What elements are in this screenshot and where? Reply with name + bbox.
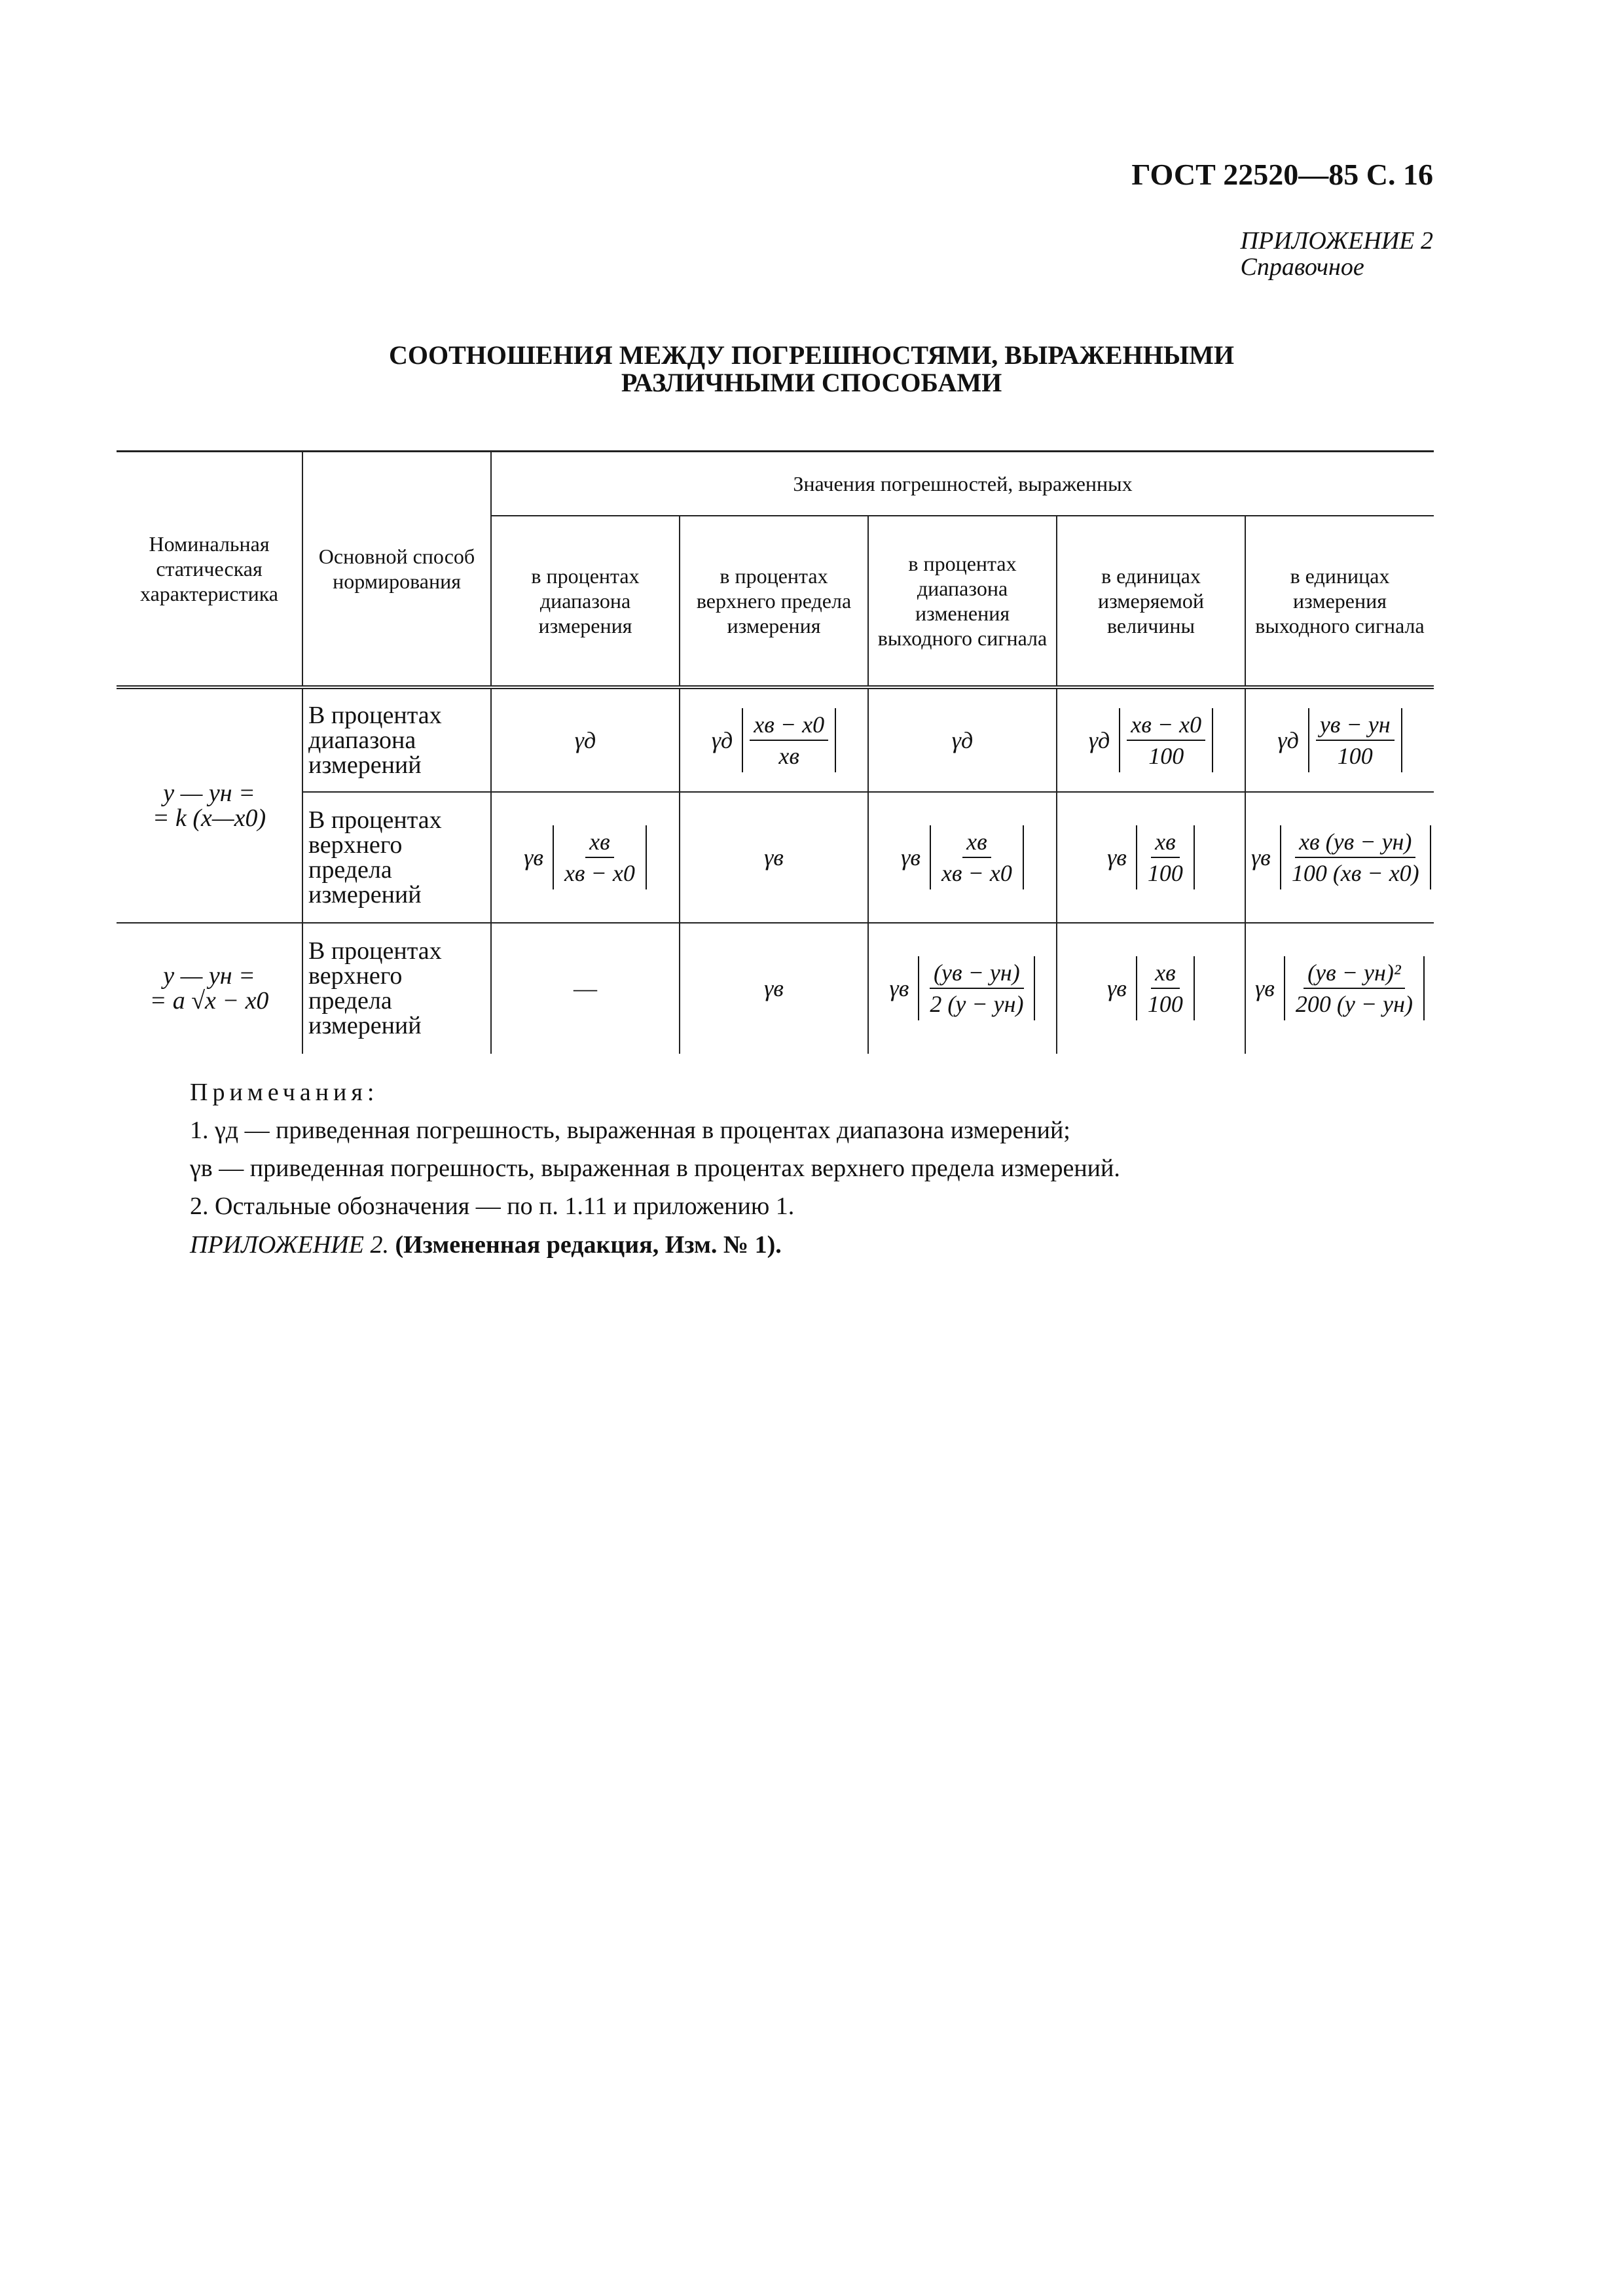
gamma-symbol: γв: [889, 975, 909, 1001]
fraction-denominator: xв − x0: [941, 859, 1012, 886]
amendment-appendix-ref: ПРИЛОЖЕНИЕ 2.: [190, 1231, 389, 1259]
fraction-numerator: xв: [1151, 960, 1180, 989]
fraction-denominator: 100 (xв − x0): [1291, 859, 1419, 886]
fraction-denominator: 100: [1147, 991, 1183, 1017]
notes-heading: Примечания:: [190, 1079, 379, 1106]
gamma-symbol: γд: [1088, 726, 1110, 753]
note-line-3: 2. Остальные обозначения — по п. 1.11 и приложению 1.: [190, 1193, 795, 1220]
cell-r2-c3: [868, 792, 1057, 923]
gamma-symbol: γд: [1277, 726, 1299, 753]
cell-r2-c2: γв: [680, 792, 868, 923]
title-line-1: СООТНОШЕНИЯ МЕЖДУ ПОГРЕШНОСТЯМИ, ВЫРАЖЕННЫМИ: [388, 340, 1235, 370]
characteristic-sqrt-line2: = a √x − x0: [149, 987, 269, 1014]
fraction-numerator: xв (yв − yн): [1295, 829, 1415, 858]
fraction-numerator: yв − yн: [1316, 712, 1395, 741]
page-header: ГОСТ 22520—85 С. 16: [1131, 158, 1433, 191]
fraction-denominator: xв: [778, 742, 799, 769]
fraction-denominator: 100: [1148, 742, 1184, 769]
cell-r1-c1: γд: [491, 687, 680, 792]
fraction-numerator: (yв − yн)²: [1304, 960, 1405, 989]
note-line-1: 1. γд — приведенная погрешность, выраженная в процентах диапазона измерений;: [190, 1117, 1070, 1144]
header-col-range-percent: в процентах диапазона измерения: [491, 516, 680, 687]
fraction-denominator: 200 (y − yн): [1295, 991, 1413, 1017]
fraction-denominator: 2 (y − yн): [930, 991, 1024, 1017]
error-relations-table: [117, 450, 1434, 1054]
appendix-label: ПРИЛОЖЕНИЕ 2: [1240, 227, 1433, 255]
characteristic-linear: [117, 687, 302, 923]
fraction-numerator: xв: [585, 829, 614, 858]
appendix-type: Справочное: [1240, 253, 1364, 281]
fraction-numerator: xв: [962, 829, 991, 858]
document-title: [0, 342, 1623, 397]
method-upper-limit-percent: В процентах верхнего предела измерений: [302, 792, 491, 923]
fraction-denominator: 100: [1147, 859, 1183, 886]
gamma-symbol: γв: [1255, 975, 1275, 1001]
cell-r3-c4: [1057, 923, 1245, 1054]
header-col-measured-units: в единицах измеряемой величины: [1057, 516, 1245, 687]
characteristic-linear-line1: y — yн =: [163, 779, 255, 807]
title-line-2: РАЗЛИЧНЫМИ СПОСОБАМИ: [621, 368, 1002, 397]
cell-r2-c5: [1245, 792, 1434, 923]
gamma-symbol: γв: [1107, 975, 1127, 1001]
fraction-numerator: xв: [1151, 829, 1180, 858]
cell-r1-c5: [1245, 687, 1434, 792]
cell-r1-c3: γд: [868, 687, 1057, 792]
gamma-symbol: γв: [524, 844, 543, 870]
note-line-2: γв — приведенная погрешность, выраженная в процентах верхнего предела измерений.: [190, 1155, 1120, 1182]
appendix-block: [1241, 228, 1433, 280]
method-upper-limit-percent-sqrt: В процентах верхнего предела измерений: [302, 923, 491, 1054]
cell-r3-c5: [1245, 923, 1434, 1054]
cell-r2-c1: [491, 792, 680, 923]
cell-r1-c4: [1057, 687, 1245, 792]
cell-r3-c3: [868, 923, 1057, 1054]
fraction-numerator: xв − x0: [1127, 712, 1205, 741]
fraction-denominator: xв − x0: [564, 859, 635, 886]
amendment-text: (Измененная редакция, Изм. № 1).: [395, 1231, 782, 1259]
characteristic-sqrt: [117, 923, 302, 1054]
cell-r1-c2: [680, 687, 868, 792]
cell-r3-c2: γв: [680, 923, 868, 1054]
header-error-values: Значения погрешностей, выраженных: [491, 452, 1434, 516]
header-col-upper-limit-percent: в процентах верхнего предела измерения: [680, 516, 868, 687]
cell-r3-c1: —: [491, 923, 680, 1054]
characteristic-sqrt-line1: y — yн =: [163, 962, 255, 990]
method-range-percent: В процентах диапазона измерений: [302, 687, 491, 792]
fraction-denominator: 100: [1337, 742, 1373, 769]
gamma-symbol: γд: [711, 726, 733, 753]
notes-section: [190, 1073, 1120, 1225]
gamma-symbol: γв: [901, 844, 921, 870]
fraction-numerator: xв − x0: [750, 712, 828, 741]
header-col-output-units: в единицах измерения выходного сигнала: [1245, 516, 1434, 687]
characteristic-linear-line2: = k (x—x0): [152, 804, 266, 832]
header-characteristic: Номинальная статическая характеристика: [117, 452, 302, 687]
gamma-symbol: γв: [1251, 844, 1271, 870]
header-col-output-range-percent: в процентах диапазона изменения выходного сигнала: [868, 516, 1057, 687]
fraction-numerator: (yв − yн): [930, 960, 1024, 989]
cell-r2-c4: [1057, 792, 1245, 923]
amendment-note: [190, 1230, 782, 1259]
header-method: Основной способ нормирования: [302, 452, 491, 687]
gamma-symbol: γв: [1107, 844, 1127, 870]
